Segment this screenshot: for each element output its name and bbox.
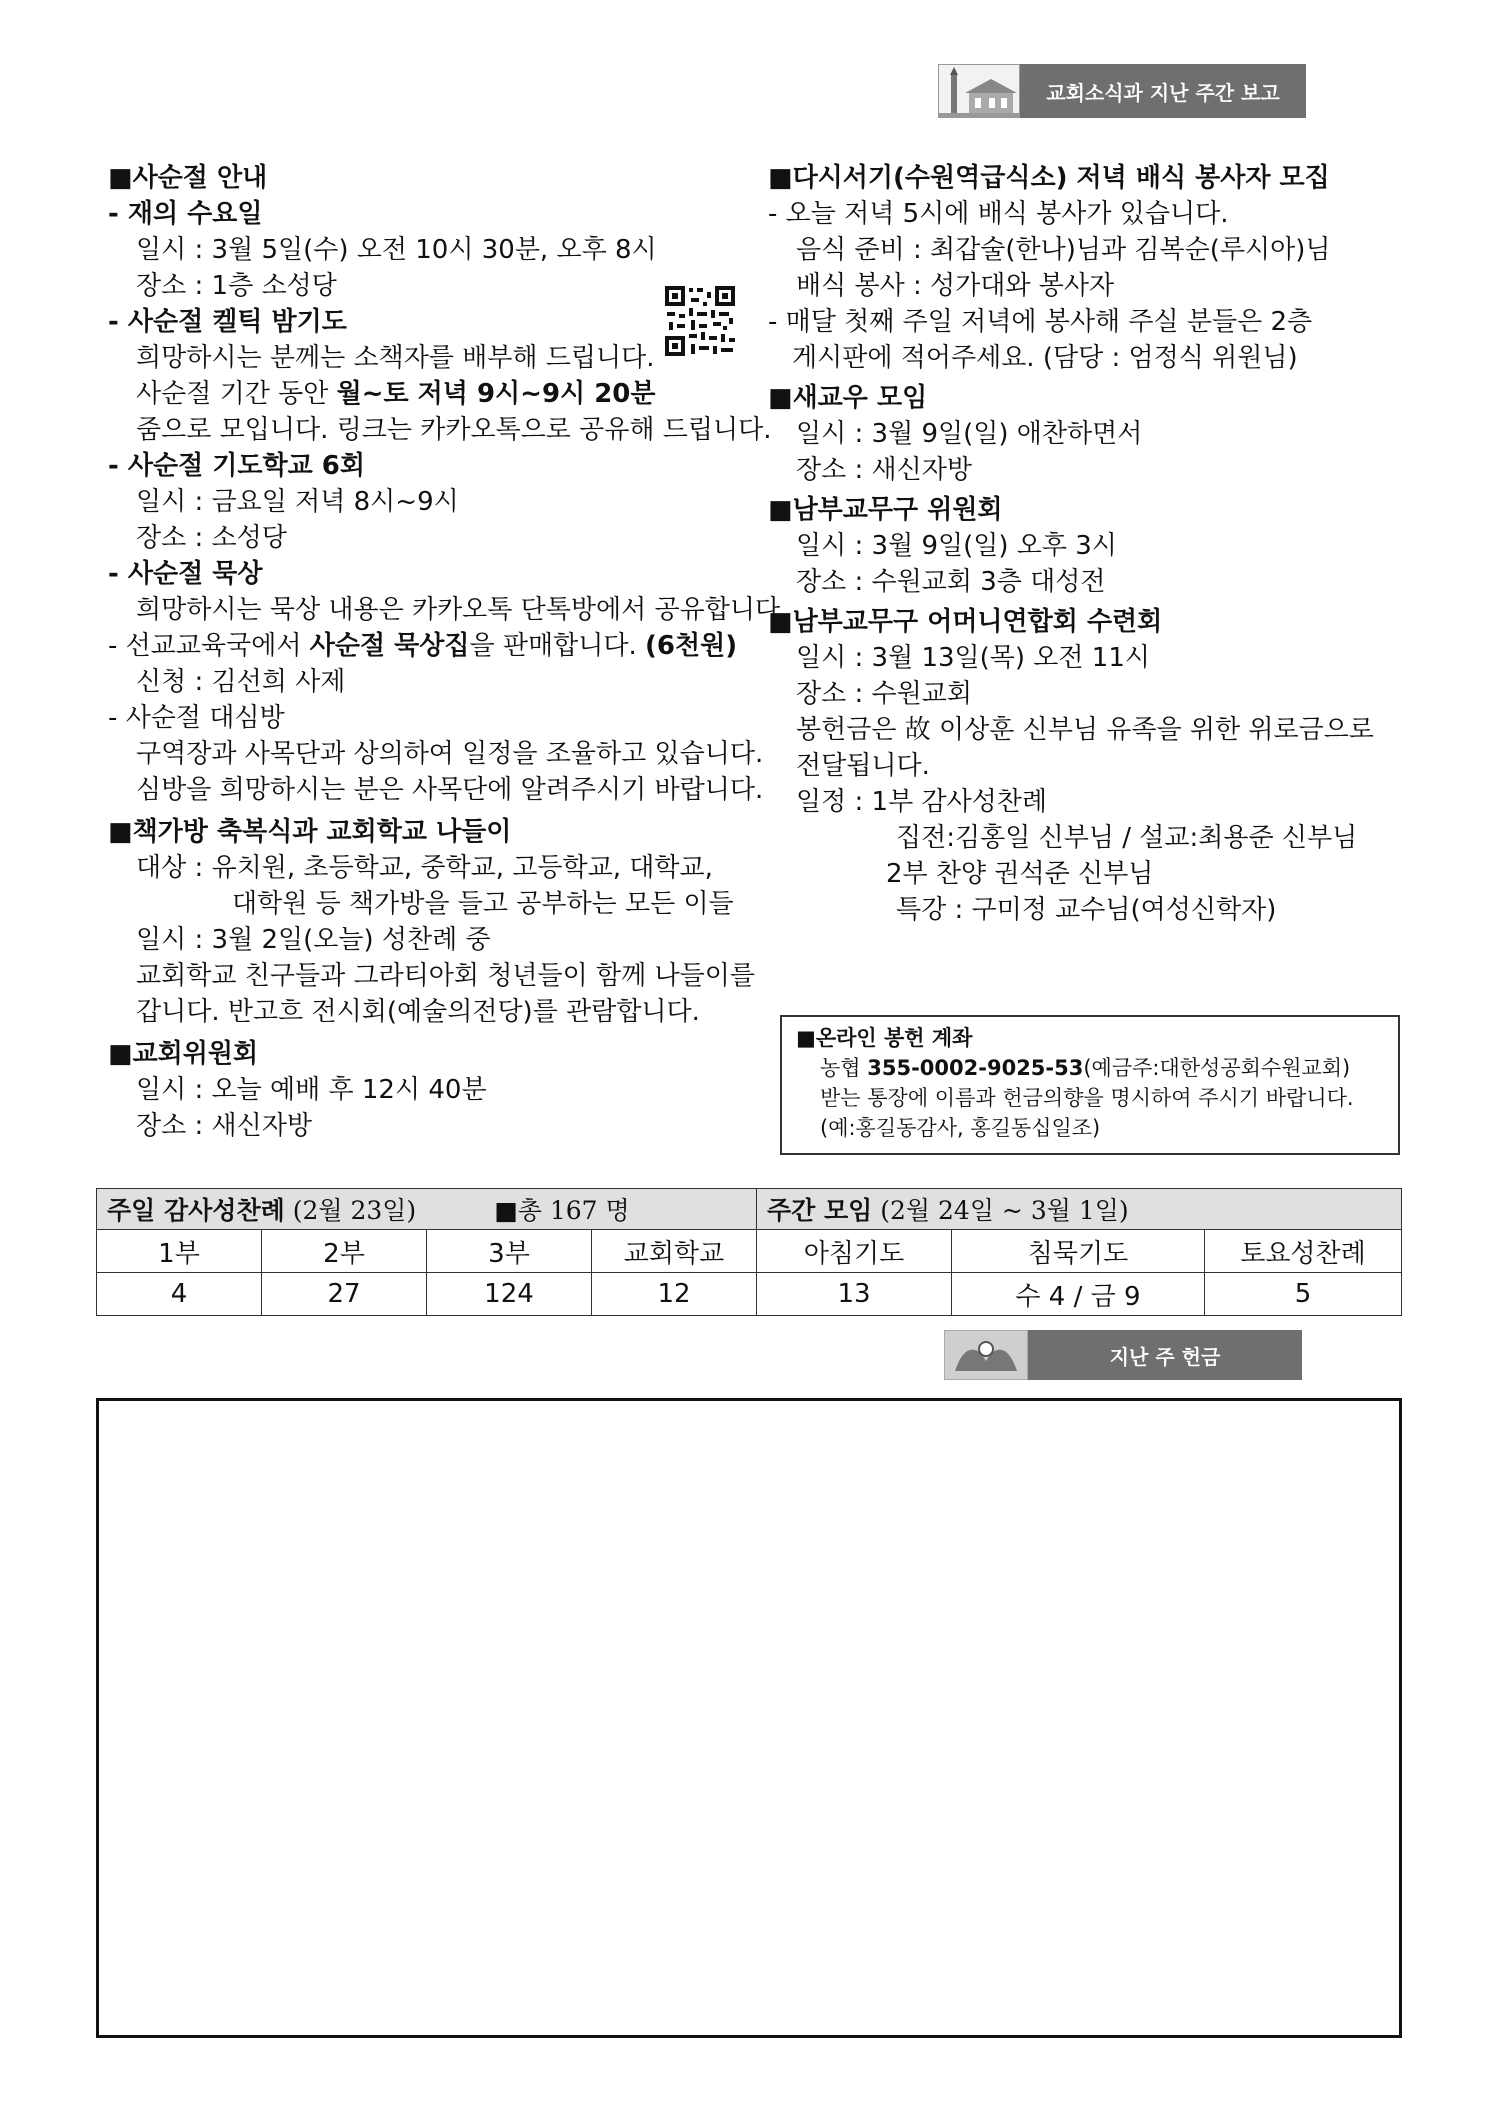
text-span-bold: 월~토 저녁 9시~9시 20분 (336, 379, 656, 409)
section-title-lent: ■사순절 안내 (108, 163, 268, 193)
left-column (108, 160, 789, 1144)
table-cell: 12 (592, 1273, 757, 1316)
section-title-backpack: ■책가방 축복식과 교회학교 나들이 (108, 817, 512, 847)
text-line: 일정 : 1부 감사성찬례 (796, 787, 1048, 817)
hands-icon (944, 1330, 1028, 1380)
text-line: 희망하시는 분께는 소책자를 배부해 드립니다. (136, 343, 655, 373)
text-line: 일시 : 3월 5일(수) 오전 10시 30분, 오후 8시 (136, 235, 657, 265)
text-line: 일시 : 3월 9일(일) 오후 3시 (796, 531, 1117, 561)
table-cell: 침묵기도 (952, 1230, 1205, 1273)
header-label: 주일 감사성찬례 (107, 1196, 285, 1225)
table-cell: 27 (262, 1273, 427, 1316)
text-line: 교회학교 친구들과 그라티아회 청년들이 함께 나들이를 (136, 961, 755, 991)
text-line (108, 376, 748, 412)
text-line: 일시 : 3월 2일(오늘) 성찬례 중 (136, 925, 491, 955)
text-line: 특강 : 구미정 교수님(여성신학자) (896, 895, 1277, 925)
section-title-committee: ■교회위원회 (108, 1039, 259, 1069)
right-column (768, 160, 1408, 928)
text-line: 장소 : 새신자방 (136, 1111, 312, 1141)
text-line: 희망하시는 묵상 내용은 카카오톡 단톡방에서 공유합니다. (136, 595, 789, 625)
text-line: 장소 : 소성당 (136, 523, 287, 553)
table-cell: 13 (757, 1273, 952, 1316)
text-span: 을 판매합니다. (469, 631, 645, 661)
table-cell: 4 (97, 1273, 262, 1316)
header-date: (2월 24일 ~ 3월 1일) (872, 1196, 1129, 1225)
text-span: 사순절 기간 동안 (136, 379, 337, 409)
text-line: - 오늘 저녁 5시에 배식 봉사가 있습니다. (768, 199, 1229, 229)
text-line: 대학원 등 책가방을 들고 공부하는 모든 이들 (232, 889, 734, 919)
table-row (97, 1273, 1402, 1316)
table-cell: 124 (427, 1273, 592, 1316)
text-line: 줌으로 모입니다. 링크는 카카오톡으로 공유해 드립니다. (136, 415, 772, 445)
weekly-meeting-header (757, 1189, 1402, 1230)
text-line: 심방을 희망하시는 분은 사목단에 알려주시기 바랍니다. (136, 775, 764, 805)
text-line: 장소 : 새신자방 (796, 455, 972, 485)
text-line (108, 628, 748, 664)
text-line: 게시판에 적어주세요. (담당 : 엄정식 위원님) (792, 343, 1298, 373)
table-cell: 3부 (427, 1230, 592, 1273)
prayer-school-heading: - 사순절 기도학교 6회 (108, 451, 365, 481)
text-line: 대상 : 유치원, 초등학교, 중학교, 고등학교, 대학교, (136, 853, 713, 883)
text-line: 장소 : 1층 소성당 (136, 271, 337, 301)
text-line: 음식 준비 : 최갑술(한나)님과 김복순(루시아)님 (796, 235, 1331, 265)
header-title: 교회소식과 지난 주간 보고 (1020, 64, 1306, 118)
ash-wednesday-heading: - 재의 수요일 (108, 199, 263, 229)
offering-title: 지난 주 헌금 (1028, 1330, 1302, 1380)
text-line: 장소 : 수원교회 3층 대성전 (796, 567, 1106, 597)
visitation-heading: - 사순절 대심방 (108, 703, 285, 733)
text-line: 장소 : 수원교회 (796, 679, 972, 709)
section-title-newcomers: ■새교우 모임 (768, 383, 928, 413)
church-building-icon (938, 64, 1020, 118)
account-number[interactable]: 355-0002-9025-53 (867, 1056, 1084, 1080)
header-date: (2월 23일) (284, 1196, 417, 1225)
bank-name: 농협 (820, 1056, 868, 1080)
table-cell: 토요성찬례 (1205, 1230, 1402, 1273)
table-cell: 5 (1205, 1273, 1402, 1316)
table-cell: 1부 (97, 1230, 262, 1273)
table-cell: 아침기도 (757, 1230, 952, 1273)
offering-content-box (96, 1398, 1402, 2038)
section-title-district-committee: ■남부교무구 위원회 (768, 495, 1003, 525)
text-line: 일시 : 오늘 예배 후 12시 40분 (136, 1075, 487, 1105)
section-title-volunteer: ■다시서기(수원역급식소) 저녁 배식 봉사자 모집 (768, 163, 1330, 193)
online-offering-title: ■온라인 봉헌 계좌 (796, 1026, 973, 1050)
celtic-prayer-heading: - 사순절 켈틱 밤기도 (108, 307, 347, 337)
text-line: 봉헌금은 故 이상훈 신부님 유족을 위한 위로금으로 (796, 715, 1374, 745)
meditation-heading: - 사순절 묵상 (108, 559, 263, 589)
table-row (97, 1230, 1402, 1273)
table-header-row (97, 1189, 1402, 1230)
table-cell: 교회학교 (592, 1230, 757, 1273)
section-header (938, 64, 1306, 118)
text-line: 받는 통장에 이름과 헌금의향을 명시하여 주시기 바랍니다. (820, 1086, 1354, 1110)
text-line: - 매달 첫째 주일 저녁에 봉사해 주실 분들은 2층 (768, 307, 1313, 337)
text-line: 2부 찬양 권석준 신부님 (886, 859, 1154, 889)
sunday-eucharist-header (97, 1189, 757, 1230)
text-line: 전달됩니다. (796, 751, 930, 781)
text-span: - 선교교육국에서 (108, 631, 310, 661)
text-span-bold: (6천원) (644, 631, 738, 661)
table-cell: 수 4 / 금 9 (952, 1273, 1205, 1316)
text-span-bold: 사순절 묵상집 (309, 631, 470, 661)
account-holder: (예금주:대한성공회수원교회) (1083, 1056, 1351, 1080)
online-offering-box (780, 1015, 1400, 1155)
header-label: 주간 모임 (767, 1196, 873, 1225)
text-line: 일시 : 3월 9일(일) 애찬하면서 (796, 419, 1143, 449)
section-title-mothers-retreat: ■남부교무구 어머니연합회 수련회 (768, 607, 1163, 637)
table-cell: 2부 (262, 1230, 427, 1273)
text-line: 집전:김홍일 신부님 / 설교:최용준 신부님 (896, 823, 1358, 853)
offering-header (944, 1330, 1302, 1380)
text-line: 일시 : 금요일 저녁 8시~9시 (136, 487, 459, 517)
total-count: ■총 167 명 (494, 1196, 630, 1225)
account-line (796, 1053, 1388, 1083)
text-line: 갑니다. 반고흐 전시회(예술의전당)를 관람합니다. (136, 997, 700, 1027)
text-line: 배식 봉사 : 성가대와 봉사자 (796, 271, 1115, 301)
text-line: (예:홍길동감사, 홍길동십일조) (820, 1116, 1101, 1140)
text-line: 신청 : 김선희 사제 (136, 667, 346, 697)
text-line: 일시 : 3월 13일(목) 오전 11시 (796, 643, 1151, 673)
text-line: 구역장과 사목단과 상의하여 일정을 조율하고 있습니다. (136, 739, 764, 769)
attendance-table (96, 1188, 1402, 1316)
